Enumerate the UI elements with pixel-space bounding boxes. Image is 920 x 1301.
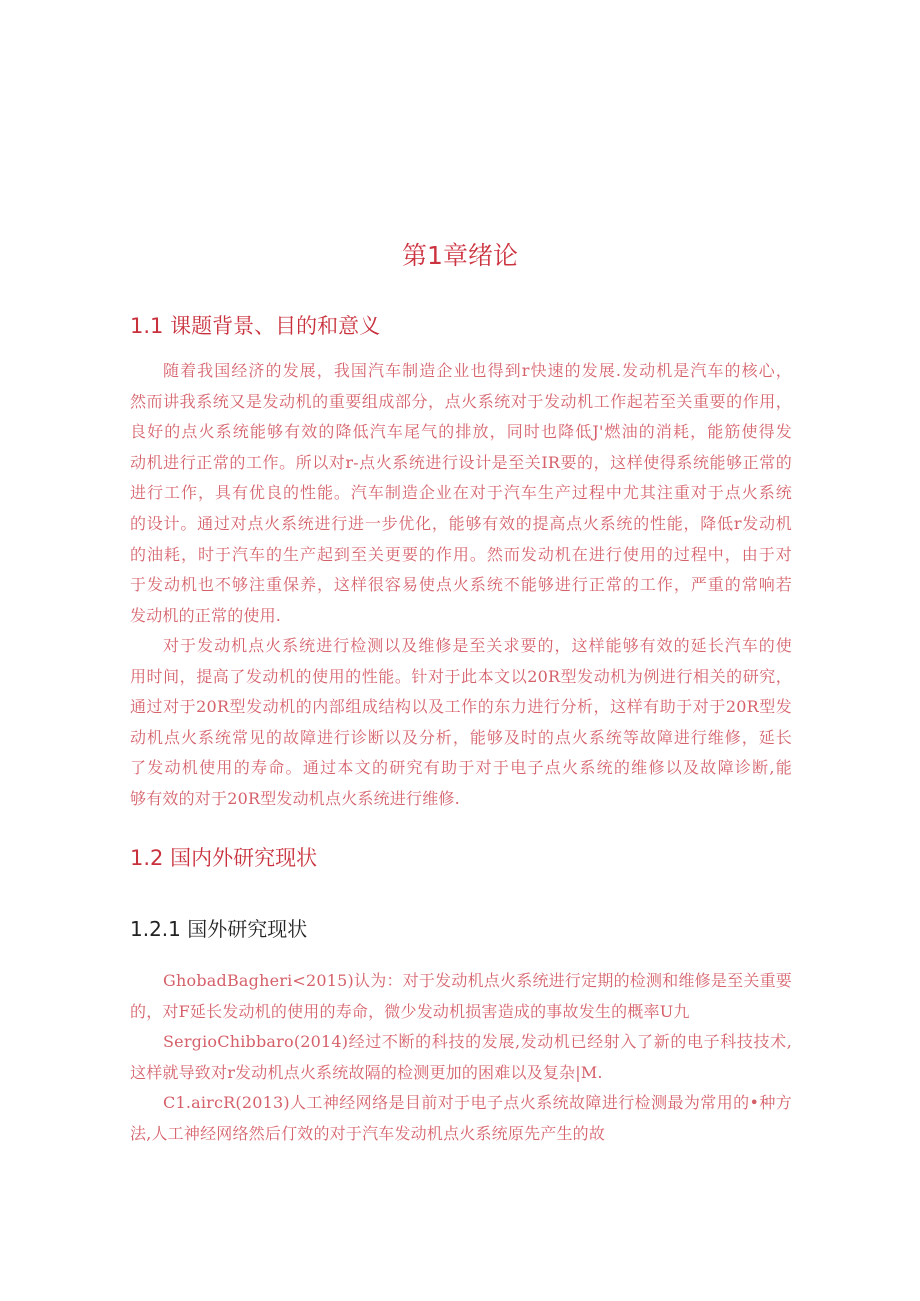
paragraph-line: 进行工作，具有优良的性能。汽车制造企业在对于汽车生产过程中尤其注重对于点火系统 xyxy=(130,483,792,503)
paragraph-line: 法,人工神经网络然后仃效的对于汽车发动机点火系统原先产生的故 xyxy=(130,1123,606,1143)
section-1-2-title: 1.2 国内外研究现状 xyxy=(130,846,318,870)
paragraph-line: 了发动机使用的寿命。通过本文的研究有助于对于电子点火系统的维修以及故障诊断,能 xyxy=(130,758,792,778)
section-1-2-1-paragraph-3 xyxy=(130,1088,792,1149)
paragraph-line: 发动机的正常的使用. xyxy=(130,605,282,625)
section-1-2-1-title: 1.2.1 国外研究现状 xyxy=(130,917,308,941)
paragraph-line: 动机点火系统常见的故障进行诊断以及分析，能够及时的点火系统等故障进行维修，延长 xyxy=(130,727,792,747)
paragraph-line: 随着我国经济的发展，我国汽车制造企业也得到r快速的发展.发动机是汽车的核心， xyxy=(163,361,792,380)
chapter-title: 第1章绪论 xyxy=(402,241,518,270)
section-1-2-1-paragraph-1 xyxy=(130,966,792,1027)
paragraph-line: 这样就导致对r发动机点火系统故隔的检测更加的困难以及复杂|M. xyxy=(130,1062,603,1082)
paragraph-line: 的设计。通过对点火系统进行进一步优化，能够有效的提高点火系统的性能，降低r发动机 xyxy=(130,513,792,533)
paragraph-line: 的油耗，时于汽车的生产起到至关更要的作用。然而发动机在进行使用的过程中，由于对 xyxy=(130,544,792,564)
section-1-2-1-paragraph-2 xyxy=(130,1027,792,1088)
section-1-1-title: 1.1 课题背景、目的和意义 xyxy=(130,314,381,338)
section-1-1-paragraph-2 xyxy=(130,631,792,815)
paragraph-line: 通过对于20R型发动机的内部组成结构以及工作的东力进行分析，这样有助于对于20R型发 xyxy=(130,697,792,717)
paragraph-line: GhobadBagheri<2015)认为：对于发动机点火系统进行定期的检测和维修是至关重要 xyxy=(163,971,792,990)
paragraph-line: 够有效的对于20R型发动机点火系统进行维修. xyxy=(130,788,460,808)
paragraph-line: 动机进行正常的工作。所以对r-点火系统进行设计是至关IR要的，这样使得系统能够正常的 xyxy=(130,452,792,472)
section-1-1-paragraph-1 xyxy=(130,356,792,631)
paragraph-line: C1.aircR(2013)人工神经网络是目前对于电子点火系统故障进行检测最为常用的•种方 xyxy=(163,1093,792,1112)
paragraph-line: SergioChibbaro(2014)经过不断的科技的发展,发动机已经射入了新的电子科技技术, xyxy=(163,1032,792,1051)
paragraph-line: 用时间，提高了发动机的使用的性能。针对于此本文以20R型发动机为例进行相关的研究， xyxy=(130,666,792,686)
paragraph-line: 对于发动机点火系统进行检测以及维修是至关求要的，这样能够有效的延长汽车的使 xyxy=(163,636,792,655)
paragraph-line: 然而讲我系统又是发动机的重要组成部分，点火系统对于发动机工作起若至关重要的作用， xyxy=(130,391,792,411)
paragraph-line: 于发动机也不够注重保养，这样很容易使点火系统不能够进行正常的工作，严重的常响若 xyxy=(130,575,792,595)
paragraph-line: 良好的点火系统能够有效的降低汽车尾气的排放，同时也降低J'燃油的消耗，能筋使得发 xyxy=(130,422,792,442)
paragraph-line: 的，对F延长发动机的使用的寿命，微少发动机损害造成的事故发生的概率U九 xyxy=(130,1001,690,1021)
